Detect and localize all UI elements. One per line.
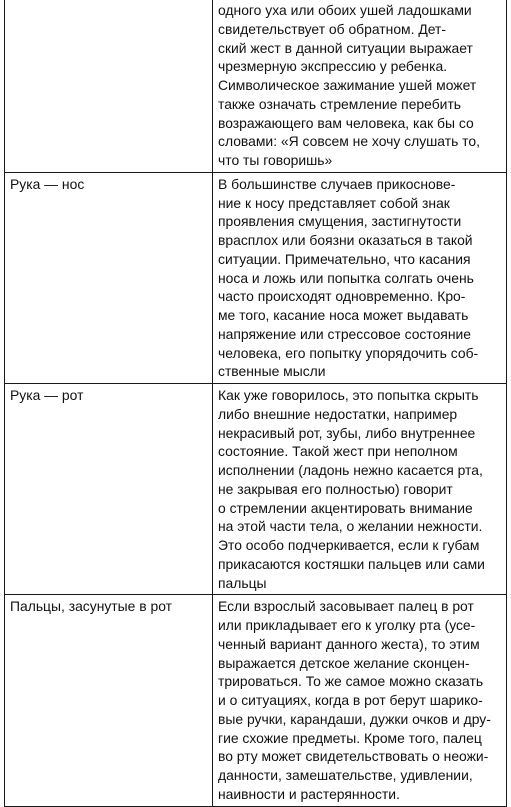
gestures-table-body [5, 0, 507, 806]
description-line: В большинстве случаев прикоснове- [218, 175, 456, 192]
description-line: также означать стремление перебить [218, 95, 462, 112]
description-line: Если взрослый засовывает палец в рот [218, 598, 474, 615]
description-line: прикасаются костяшки пальцев или сами [218, 555, 485, 572]
description-line: ченный вариант данного жеста), то этим [218, 635, 480, 652]
description-cell [213, 595, 507, 806]
description-line: во рту может свидетельствовать о неожи- [218, 748, 489, 765]
description-line: напряжение или стрессовое состояние [218, 325, 471, 342]
description-line: исполнении (ладонь нежно касается рта, [218, 462, 483, 478]
description-line: состояние. Такой жест при неполном [218, 443, 458, 460]
description-line: некрасивый рот, зубы, либо внутреннее [218, 424, 476, 441]
gesture-cell: Рука — рот [5, 384, 213, 595]
description-line: Это особо подчеркивается, если к губам [218, 537, 480, 553]
description-line: данности, замешательстве, удивлении, [218, 767, 473, 783]
description-line: возражающего вам человека, как бы со [218, 114, 474, 131]
description-line: носа и ложь или попытка солгать очень [218, 269, 474, 286]
table-row [5, 172, 507, 383]
gesture-cell [5, 0, 213, 172]
description-line: Как уже говорилось, это попытка скрыть [218, 387, 479, 403]
description-line: свидетельствует об обратном. Дет- [218, 20, 446, 37]
description-line: чрезмерную экспрессию у ребенка. [218, 58, 448, 75]
description-line: врасплох или боязни оказаться в такой [218, 232, 473, 248]
gesture-cell: Пальцы, засунутые в рот [5, 595, 213, 806]
gestures-table [4, 0, 507, 807]
description-line: часто происходят одновременно. Кро- [218, 288, 466, 305]
description-line: ский жест в данной ситуации выражает [218, 39, 473, 56]
description-line: Символическое зажимание ушей может [218, 77, 477, 93]
description-line: и о ситуациях, когда в рот берут шарико- [218, 692, 483, 708]
description-line: ственные мысли [218, 363, 326, 380]
description-line: ние к носу представляет собой знак [218, 194, 450, 211]
table-row [5, 384, 507, 595]
table-row [5, 595, 507, 806]
description-line: не закрывая его полностью) говорит [218, 480, 453, 497]
table-row [5, 0, 507, 172]
description-line: словами: «Я совсем не хочу слушать то, [218, 133, 480, 150]
description-line: на этой части тела, о желании нежности. [218, 518, 483, 535]
description-line: ме того, касание носа может выдавать [218, 307, 469, 323]
description-cell [213, 172, 507, 383]
description-line: проявления смущения, застигнутости [218, 213, 462, 230]
description-line: одного уха или обоих ушей ладошками [218, 2, 472, 18]
description-line: что ты говоришь» [218, 152, 333, 168]
description-line: или прикладывает его к уголку рта (усе- [218, 617, 476, 633]
description-line: ситуации. Примечательно, что касания [218, 250, 471, 267]
description-cell [213, 0, 507, 172]
description-line: человека, его попытку упорядочить соб- [218, 344, 479, 361]
description-line: либо внешние недостатки, например [218, 405, 458, 422]
description-line: гие схожие предметы. Кроме того, палец [218, 729, 482, 746]
description-cell [213, 384, 507, 595]
description-line: трироваться. То же самое можно сказать [218, 673, 484, 690]
description-line: вые ручки, карандаши, дужки очков и дру- [218, 710, 491, 727]
gesture-cell: Рука — нос [5, 172, 213, 383]
description-line: пальцы [218, 574, 267, 591]
description-line: наивности и растерянности. [218, 785, 400, 802]
description-line: о стремлении акцентировать внимание [218, 499, 473, 516]
description-line: выражается детское желание сконцен- [218, 654, 470, 671]
